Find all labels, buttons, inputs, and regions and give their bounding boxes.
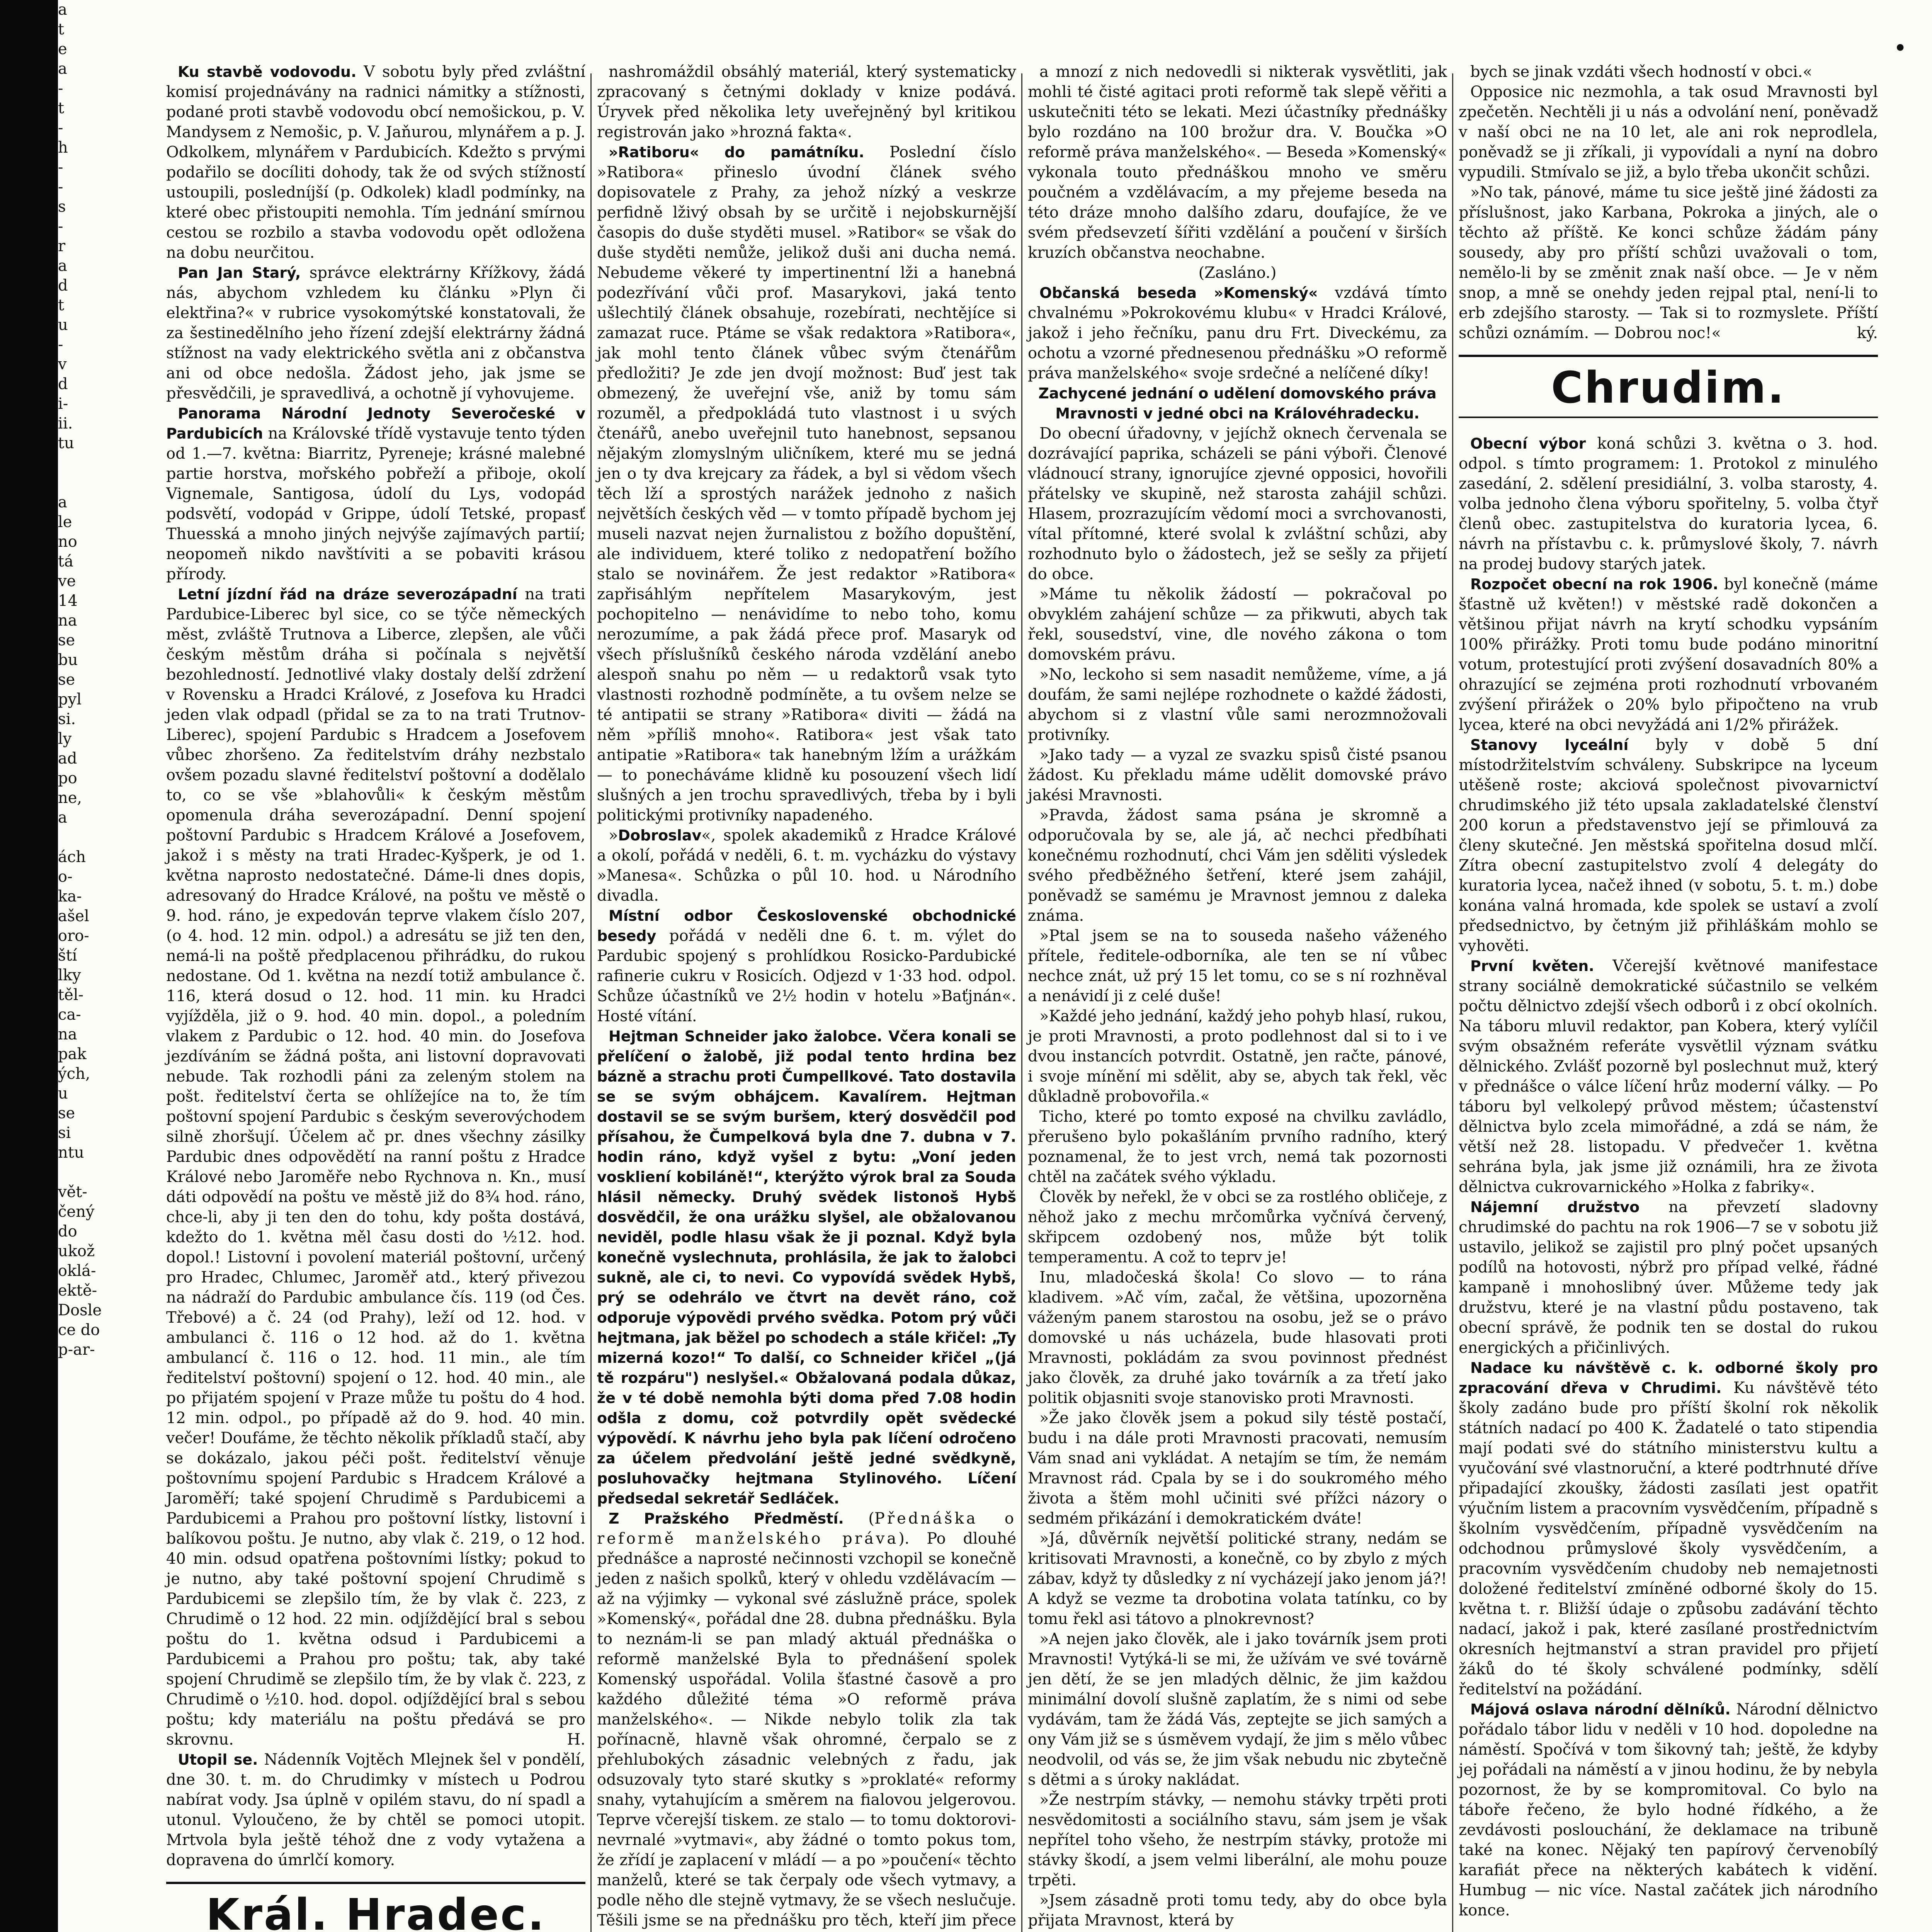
- article-paragraph: Ku stavbě vodovodu. V sobotu byly před zvláštní komisí projednávány na radnici námitky a stížnosti, podané proti stavbě vodovodu obcí nemošickou, p. V. Mandysem z Nemošic, p. V. Jaňurou, mlynářem a p. J. Odkolkem, mlynářem v Pardubicích. Kdežto s prvými podařilo se docíliti dohody, tak že od svých stížností ustoupili, posledníjší (p. Odkolek) kladl podmínky, na které obec přistoupiti nemohla. Tím jednání smírnou cestou se rozbilo a stavba vodovodu opět odložena na dobu neurčitou.: [166, 63, 585, 262]
- margin-fragment: -: [58, 178, 63, 196]
- margin-fragment: h: [58, 139, 68, 156]
- article-paragraph: První květen. Včerejší květnové manifestace strany sociálně demokratické súčastnilo se velkém počtu dělnictvo zdejší všech odborů i z obcí okolních. Na táboru mluvil redaktor, pan Kobera, který vylíčil svým obsažném referáte vysvětlil význam svátku dělnického. Zvlášť pozorně byl poslechnut muž, který v přednášce o válce líčení hrůz moderní války. — Po táboru byl velkolepý průvod městem; účastenství dělnictva bylo zcela mimořádné, a zdá se nám, že větší než 28. listopadu. V předvečer 1. května sehrána byla, jak jsme již oznámili, hra ze života dělnictva cukrovarnického »Holka z fabriky«.: [1459, 957, 1878, 1196]
- margin-fragment: -: [58, 80, 63, 97]
- margin-fragment: [58, 1163, 85, 1182]
- margin-fragment: pak: [58, 1045, 87, 1063]
- article-paragraph: »No, leckoho si sem nasadit nemůžeme, víme, a já doufám, že sami nejlépe rozhodnete o každé žádosti, abychom si z vlastní vůle sami nerozmnožovali protivníky.: [1028, 666, 1447, 744]
- column-rule: [1452, 73, 1453, 1932]
- column-4-articles: [1459, 62, 1878, 1920]
- article-paragraph: »Jsem zásadně proti tomu tedy, aby do obce byla přijata Mravnost, která by: [1028, 1891, 1447, 1929]
- margin-fragment: p-ar-: [58, 1341, 95, 1359]
- margin-fragment: a: [58, 809, 67, 827]
- margin-fragment: ští: [58, 947, 77, 964]
- margin-fragment: a: [58, 60, 67, 78]
- margin-fragment: 14: [58, 592, 78, 610]
- column-rule: [1021, 73, 1022, 1932]
- adjacent-page-margin: [58, 0, 102, 1932]
- article-paragraph: »Každé jeho jednání, každý jeho pohyb hlasí, rukou, je proti Mravnosti, a proto podlehnost dal si to i ve dvou instancích potvrdit. Ostatně, jen račte, pánové, i svoje mínění mi sdělit, aby se, abych tak řekl, věc důkladně probovořila.«: [1028, 1007, 1447, 1105]
- article-paragraph: Nadace ku návštěvě c. k. odborné školy pro zpracování dřeva v Chrudimi. Ku návštěvě této školy zadáno bude pro příští školní rok několik státních nadací po 400 K. Žadatelé o tato stipendia mají podati své do státního ministerstvu kultu a vyučování své vlastnoruční, a které podtrhnuté dříve připadající zkoušky, žádosti zasílati jest opatřit výučním listem a pracovním vysvědčením, případně s školním vysvědčením, případně vysvědčením na odchodnou průmyslové školy vysvědčením, a pracovním vysvědčením chudoby neb nemajetnosti doložené ředitelství zmíněné odborné školy do 15. května t. r. Bližší údaje o způsobu zadávání těchto nadací, jakož i pak, které zasílané prostřednictvím okresních hejtmanství a stran pravidel pro přijetí žáků do té školy schválené podmínky, sdělí ředitelství na požádání.: [1459, 1359, 1878, 1698]
- margin-fragment: se: [58, 1104, 75, 1122]
- margin-fragment: ých,: [58, 1065, 90, 1083]
- column-2: [597, 62, 1016, 1932]
- margin-fragment: ntu: [58, 1144, 84, 1162]
- margin-fragment: ve: [58, 572, 76, 590]
- article-paragraph: Pan Jan Starý, správce elektrárny Křížkovy, žádá nás, abychom vzhledem ku článku »Plyn či elektřina?« v rubrice vysokomýtské konstatovali, že za šestinedělního jeho řízení zdejší elektrárny žádná stížnost na vady elektrického světla ani z občanstva ani od obce nedošla. Žádost jeho, jak jsme se přesvědčili, je spravedlivá, a ochotně jí vyhovujeme.: [166, 264, 585, 402]
- article-paragraph: Občanská beseda »Komenský« vzdává tímto chvalnému »Pokrokovému klubu« v Hradci Králové, jakož i jeho řečníku, panu dru Frt. Diveckému, za ochotu a vzorné přednesenou přednášku »O reformě práva manželského« svoje srdečné a nelíčené díky!: [1028, 284, 1447, 382]
- article-paragraph: Obecní výbor koná schůzi 3. května o 3. hod. odpol. s tímto programem: 1. Protokol z minulého zasedání, 2. sdělení presidiální, 3. volba starosty, 4. volba jednoho člena výboru spořitelny, 5. volba čtyř členů obec. zastupitelstva do kuratoria lycea, 6. návrh na přístavbu c. k. průmyslové školy, 7. návrh na prodej budovy starých jatek.: [1459, 435, 1878, 573]
- margin-fragment: na: [58, 1026, 77, 1043]
- margin-fragment: vět-: [58, 1183, 87, 1201]
- margin-fragment: oklá-: [58, 1262, 96, 1280]
- column-4: [1459, 62, 1878, 1932]
- margin-fragment: ce do: [58, 1321, 100, 1339]
- column-1: [166, 62, 585, 1932]
- article-paragraph: Do obecní úřadovny, v jejíchž oknech červenala se dozrávající paprika, scházeli se páni výboři. Členové vládnoucí strany, ignorujíce zjevné opposici, hovořili přátelsky ve skupině, než starosta zahájil schůzi. Hlasem, prozrazujícím vědomí moci a svrchovanosti, vítal přítomné, které svolal k zvláštní schůzi, aby rozhodnuto bylo o žádostech, jež se sešly za přijetí do obce.: [1028, 425, 1447, 583]
- margin-fragment: pyl: [58, 690, 82, 708]
- margin-fragment: ka-: [58, 888, 82, 905]
- article-paragraph: Opposice nic nezmohla, a tak osud Mravnosti byl zpečetěn. Nechtěli ji u nás a odvolání není, poněvadž v naší obci ne na 10 let, ale ani rok neprodlela, poněvadž se ji zříkali, ji vypovídali a nyní na dobro vypudili. Stmívalo se již, a bylo třeba ukončit schůzi.: [1459, 83, 1878, 181]
- margin-fragment: no: [58, 533, 77, 551]
- margin-fragment: le: [58, 513, 72, 531]
- kral-hradec-masthead: [166, 1882, 585, 1932]
- margin-fragment: po: [58, 769, 77, 787]
- article-paragraph: Letní jízdní řád na dráze severozápadní na trati Pardubice-Liberec byl sice, co se týče německých měst, zvláště Trutnova a Liberce, zlepšen, ale vůči českým městům dráha si počínala s největší bezohledností. Jednotlivé vlaky dostaly delší zdržení v Rovensku a Hradci Králové, z Josefova ku Hradci jeden vlak odpadl (přidal se za to na trati Trutnov-Liberec), spojení Pardubic s Hradcem a Josefovem vůbec zhoršeno. Za ředitelstvím dráhy nezbstalo ovšem pozadu slavné ředitelství poštovní a dodělalo to, co se vše »blahovůli« k českým městům opomenula dráha severozápadní. Denní spojení poštovní Pardubic s Hradcem Králové a Josefovem, jakož i s městy na trati Hradec-Kyšperk, je od 1. května naprosto nedostatečné. Dáme-li dnes dopis, adresovaný do Hradce Králové, na poštu ve městě o 9. hod. ráno, je expedován teprve vlakem číslo 207, (o 4. hod. 12 min. odpol.) a adresátu se již ten den, nemá-li na poště předplacenou přihrádku, do rukou nedostane. Od 1. května na nezdí totiž ambulance č. 116, která dosud o 12. hod. 11 min. ku Hradci vyjížděla, již o 9. hod. 40 min. dopol., a poledním vlakem z Pardubic o 12. hod. 40 min. do Josefova jezdíváním se žádná pošta, ani listovní dopravovati nebude. Tak rozhodli páni za zeleným stolem na pošt. ředitelství čerta se ohlížejíce na to, že tím poštovní spojení Pardubic s českým severovýchodem silně zhoršují. Účelem ač pr. dnes všechny zásilky Pardubic dnes odpovědětí na ranní poštu z Hradce Králové nebo Jaroměře nebo Rychnova n. Kn., musí dáti odpovědí na poštu ve městě již do 8¾ hod. ráno, chce-li, aby ji ten den do tohu, kdy pošta dostává, kdežto do 1. května měl času dosti do ½12. hod. dopol.! Listovní i povolení materiál poštovní, určený pro Hradec, Chlumec, Jaroměř atd., který přivezou na nádraží do Pardubic ambulance čís. 119 (od Čes. Třebové) a č. 24 (od Prahy), leží od 12. hod. v ambulanci č. 116 o 12 hod. až do 1. května ambulancí č. 116 o 12. hod. 11 min., ale tím ředitelství poštovní) spojení o 12. hod. 40 min., ale po přijatém spojení v Praze může tu poštu do 4 hod. 12 min. odpol., po případě až do 9. hod. 40 min. večer! Doufáme, že těchto několik příkladů stačí, aby se dokázalo, jakou péči pošt. ředitelství věnuje poštovnímu spojení Pardubic s Hradcem Králové a Jaroměří; také spojení Chrudimě s Pardubicemi a Pardubicemi a Prahou pro poštovní lístky, listovní i balíkovou poštu. Je nutno, aby vlak č. 219, o 12 hod. 40 min. odsud opatřena poštovními lístky; pokud to je nutno, aby také poštovní spojení Chrudimě s Pardubicemi se zlepšilo tím, že by vlak č. 223, z Chrudimě o 12 hod. 22 min. odjíždějící bral s sebou poštu do 1. května odsud i Pardubicemi a Pardubicemi a Prahou pro poštu; tak, aby také spojení Chrudimě se zlepšilo tím, že by vlak č. 223, z Chrudimě o ½10. hod. dopol. odjíždějící bral s sebou poštu; kdy materiálu na poštu předává se pro skrovnu. H.: [166, 585, 585, 1748]
- margin-fragment: d: [58, 375, 68, 393]
- margin-fragment: těl-: [58, 986, 84, 1004]
- margin-fragment: do: [58, 1223, 77, 1240]
- margin-fragment: tá: [58, 553, 73, 570]
- column-3: [1028, 62, 1447, 1932]
- article-paragraph: Nájemní družstvo na převzetí sladovny chrudimské do pachtu na rok 1906—7 se v sobotu již ustavilo, jelikož se zajistil pro plný počet upsaných podílů na hotovosti, nýbrž pro případ velké, řádné kampaně i mnohoslibný úver. Můžeme tedy jak družstvu, které je na vlastní půdu postaveno, tak obecní správě, že podnik ten se dostal do rukou energických a přičinlivých.: [1459, 1198, 1878, 1357]
- margin-fragment: v: [58, 355, 67, 373]
- margin-fragment: ne,: [58, 789, 82, 807]
- article-paragraph: »Že nestrpím stávky, — nemohu stávky trpěti proti nesvědomitosti a sociálního stavu, sám jsem je však nepřítel toho všeho, že nestrpím stávky, protože mi stávky škodí, a jsem velmi liberální, ale mohu pouze trpěti.: [1028, 1791, 1447, 1889]
- margin-fragment: a: [58, 493, 67, 511]
- margin-fragment: ukož: [58, 1242, 95, 1260]
- margin-fragment: ca-: [58, 1006, 81, 1024]
- margin-fragment: -: [58, 218, 63, 235]
- column-2-articles: [597, 62, 1016, 1932]
- article-paragraph: Utopil se. Nádenník Vojtěch Mlejnek šel v pondělí, dne 30. t. m. do Chrudimky v místech u Podrou nabírat vody. Jsa úplně v opilém stavu, do ní spadl a utonul. Vyloučeno, že by chtěl se pomoci utopit. Mrtvola byla ještě téhož dne z vody vytažena a dopravena do úmrlčí komory.: [166, 1751, 585, 1869]
- margin-fragment: -: [58, 119, 63, 137]
- margin-fragment: ašel: [58, 907, 89, 925]
- article-paragraph: »Já, důvěrník největší politické strany, nedám se kritisovati Mravnosti, a konečně, co by zbylo z mých zábav, když ty důsledky z ní vycházejí jako jenom já?! A když se vezme ta drobotina volata tatínku, co by tomu řekl asi tátovo a plnokrevnost?: [1028, 1530, 1447, 1628]
- margin-fragment: ektě-: [58, 1282, 97, 1299]
- margin-fragment: d: [58, 277, 68, 294]
- margin-fragment: tu: [58, 434, 74, 452]
- article-block: Zachycené jednání o udělení domovského práva Mravnosti v jedné obci na Královéhradecku.: [1038, 385, 1437, 422]
- article-paragraph: »Jako tady — a vyzal ze svazku spisů čisté psanou žádost. Ku překladu máme udělit domovské právo jakési Mravnosti.: [1028, 746, 1447, 804]
- chrudim-masthead: Chrudim.: [1459, 355, 1878, 418]
- article-block: (Zasláno.): [1198, 264, 1277, 282]
- scanner-edge: [0, 0, 58, 1932]
- margin-fragment: ly: [58, 730, 72, 748]
- margin-fragment: e: [58, 40, 67, 58]
- margin-fragment: čený: [58, 1203, 95, 1221]
- article-paragraph: »Máme tu několik žádostí — pokračoval po obvyklém zahájení schůze — za přikwuti, abych tak řekl, sousedství, vine, dle nového zákona o tom domovském právu.: [1028, 585, 1447, 663]
- article-paragraph: bych se jinak vzdáti všech hodností v obci.«: [1470, 63, 1812, 81]
- margin-fragment: a: [58, 257, 67, 275]
- article-paragraph: Hejtman Schneider jako žalobce. Včera konali se přelíčení o žalobě, již podal tento hrdina bez bázně a strachu proti Čumpellkové. Tato dostavila se se svým obhájcem. Kavalírem. Hejtman dostavil se se svým buršem, který dosvědčil pod přísahou, že Čumpelková byla dne 7. dubna v 7. hodin ráno, když vyšel z bytu: „Voní jeden voskliení kobiláně!“, kterýžto výrok bral za Souda hlásil německy. Druhý svědek listonoš Hybš dosvědčil, že ona urážku slyšel, ale obžalovanou neviděl, podle hlasu však že ji poznal. Když byla konečně vyslechnuta, prohlásila, že jak to žalobci sukně, ale ci, to nevi. Co vypovídá svědek Hybš, prý se odehrálo ve čtvrt na devět ráno, což odporuje výpovědi prvého svědka. Potom prý vůči hejtmana, jak běžel po schodech a stále křičel: „Ty mizerná kozo!“ To další, co Schneider křičel „(já tě rozpáru") neslyšel.« Obžalovaná podala důkaz, že v té době nemohla býti doma před 7.08 hodin odšla z domu, což potvrdily opět svědecké výpovědí. K návrhu jeho byla pak líčení odročeno za účelem předvolání ještě jedné svědkyně, posluhovačky hejtmana Stylinového. Líčení předsedal sekretář Sedláček.: [597, 1028, 1016, 1507]
- article-paragraph: Člověk by neřekl, že v obci se za rostlého obličeje, z něhož jako z mechu mrčomůrka vyčnívá červený, skřipcem ozdobený nos, může být tolik temperamentu. A což to teprv je!: [1028, 1188, 1447, 1266]
- margin-fragment: ách: [58, 848, 86, 866]
- article-paragraph: Místní odbor Československé obchodnické besedy pořádá v neděli dne 6. t. m. výlet do Pardubic spojený s prohlídkou Rosicko-Pardubické rafinerie cukru v Rosicích. Odjezd v 1·33 hod. odpol. Schůze účastníků ve 2½ hodin v hotelu »Baťjnán«. Hosté vítání.: [597, 907, 1016, 1025]
- article-paragraph: Inu, mladočeská škola! Co slovo — to rána kladivem. »Ač vím, začal, že většina, upozorněna váženým panem starostou na osobu, jež se o právo domovské u nás ucházela, bude hlasovati proti Mravnosti, pokládám za svou povinnost přednést jako člověk, za druhé jako továrník a za třetí jako politik objasniti svoje stanovisko proti Mravnosti.: [1028, 1269, 1447, 1407]
- margin-fragment: na: [58, 612, 77, 629]
- margin-fragment: a: [58, 1, 67, 19]
- article-paragraph: a mnozí z nich nedovedli si nikterak vysvětliti, jak mohli té čisté agitaci proti reformě tak slepě věřiti a uskutečniti této se lekati. Mezi účastníky přednášky bylo rozdáno na 100 brožur dra. V. Boučka »O reformě práva manželského«. — Beseda »Komenský« vykonala touto přednáškou mnoho ve směru poučném a vzdělávacím, a my přejeme beseda na této dráze mnoho dalšího zdaru, doufajíce, že ve svém předsevzetí šířiti vzdělání a poučení v širších kruzích občanstva neochabne.: [1028, 63, 1447, 262]
- article-paragraph: Panorama Národní Jednoty Severočeské v Pardubicích na Královské třídě vystavuje tento týden od 1.—7. května: Biarritz, Pyreneje; krásné malebné partie horstva, mořského pobřeží a přiboje, okolí Vignemale, Santigosa, údolí du Lys, vodopád podsvětí, vodopád v Grippe, údolí Tetské, propasť Thuesská a mnoho jiných nejvýše zajímavých partií; neopomeň nikdo navštíviti a se pobaviti krásou přírody.: [166, 405, 585, 583]
- margin-fragment: t: [58, 296, 65, 314]
- column-1-articles: [166, 62, 585, 1870]
- margin-fragment: si: [58, 1124, 71, 1142]
- margin-fragment: -: [58, 336, 63, 354]
- article-paragraph: Z Pražského Předměstí. (Přednáška o reformě manželského práva). Po dlouhé přednášce a naprosté nečinnosti vzchopil se konečně jeden z našich spolků, který v ohledu vzdělávacím — až na výjimky — vykonal své záslužně práce, spolek »Komenský«, pořádal dne 28. dubna přednášku. Byla to neznám-li se pan mladý aktuál přednáška o reformě manželské Byla to přednášení spolek Komenský uspořádal. Volila šťastné časově a pro každého důležité téma »O reformě práva manželského«. — Nikde nebylo tolik zla tak pořínacně, hlavně však ohromné, čerpalo se z přehlubokých zásadnic velebných z řadu, jak odsuzovaly tyto staré skutky s »proklaté« reformy snahy, vytahujícím a směrem na fialovou jelgerovou. Teprve včerejší tiskem. ze stalo — to tomu doktorovi-nevrnalé »vytmavi«, aby žádné o tomto pokus tom, že zřídí je zaplacení v mládí — a po »poučení« těchto manželů, které se tak čerpaly ode všech vytmavy, a podle něho dle stejně vytmavy, že se všech neslučuje. Těšili jsme se na přednášku pro těch, kteří jim přece: [597, 1510, 1016, 1929]
- article-paragraph: »Pravda, žádost sama psána je skromně a odporučovala by se, ale já, ač nechci předbíhati konečnému rozhodnutí, chci Vám jen sděliti výsledek svého předběžného šetření, které jsem zahájil, poněvadž se samému je Mravnost jemnou z daleka známa.: [1028, 806, 1447, 925]
- article-paragraph: Rozpočet obecní na rok 1906. byl konečně (máme šťastně už květen!) v městské radě dokončen a většinou přijat návrh na krytí schodku vypsáním 100% přirážky. Proti tomu bude podáno minoritní votum, protestující proti zvýšení dosavadních 80% a ohrazující se zejména proti rozhodnutí vrbovaném zvýšení přirážek o 20% bylo připočteno na vrub lycea, které na obci nevyžádá ani 1/2% přirážek.: [1459, 575, 1878, 734]
- article-paragraph: nashromáždil obsáhlý materiál, který systematicky zpracovaný s četnými doklady v knize podává. Úryvek před několika lety uveřejněný byl kritikou registrován jako »hrozná fakta«.: [597, 63, 1016, 141]
- margin-fragment: [58, 473, 85, 493]
- article-paragraph: Májová oslava národní dělníků. Národní dělnictvo pořádalo tábor lidu v neděli v 10 hod. dopoledne na náměstí. Spočívá v tom šikovný tah; ještě, že kdyby jej pořádali na náměstí a v jinou hodinu, že by nebyla pozornost, že by se kompromitoval. Co bylo na táboře řečeno, že bylo hodné řídkého, a že zevdávosti poslouchání, že deklamace na tribuně také na konec. Nějaký ten papírový červenobílý karafiát přece na některých kabátech k vidění. Humbug — nic více. Nastal začátek jich národního konce.: [1459, 1701, 1878, 1919]
- margin-fragment: i-: [58, 395, 68, 413]
- page-speck: •: [1893, 35, 1907, 62]
- margin-fragment: [58, 453, 85, 473]
- margin-fragment: oro-: [58, 927, 89, 945]
- article-paragraph: »A nejen jako člověk, ale i jako továrník jsem proti Mravnosti! Vytýká-li se mi, že užívám ve své továrně jen dětí, že se jen mladých dělnic, že jim každou minimální dovolí slušně zaplatím, že s nimi od sebe vydávám, tam že žádá Vás, zeptejte se jich samých a ony Vám již se s úsměvem vydají, že jim s mělo vůbec neodvolil, od vás se, že jim však nebudu nic zbytečně s dětmi a s úroky nakládat.: [1028, 1630, 1447, 1789]
- margin-fragment: se: [58, 631, 75, 649]
- article-paragraph: »Že jako člověk jsem a pokud sily téstě postačí, budu i na dále proti Mravnosti pracovati, nemusím Vám snad ani vykládat. A netajím se tím, že nemám Mravnost rád. Cpala by se i do soukromého mého života a štěm mohl učiniti své přížci názory o sedmém přikázání i demokratickém dváte!: [1028, 1409, 1447, 1527]
- margin-fragment: o-: [58, 868, 73, 886]
- article-paragraph: Ticho, které po tomto exposé na chvilku zavládlo, přerušeno bylo pokašláním prvního radního, který poznamenal, že to jest vrch, nemá tak pozornosti chtěl na začátek svého výkladu.: [1028, 1108, 1447, 1186]
- article-paragraph: »Ptal jsem se na to souseda našeho váženého přítele, ředitele-odborníka, ale ten se ní vůbec nechce znát, už prý 15 let tomu, co se s ní rozhněval a nenávidí ji z celé duše!: [1028, 927, 1447, 1005]
- margin-fragment: -: [58, 158, 63, 176]
- margin-fragment: ad: [58, 750, 77, 767]
- article-paragraph: »Ratiboru« do památníku. Poslední číslo »Ratibora« přineslo úvodní článek svého dopisovatele z Prahy, za jehož nízký a veskrze perfidně lživý obsah by se určitě i nejobskurnější časopis do duše styděti musel. »Ratibor« se však do duše styděti nemůže, jelikož duši ani ducha nemá. Nebudeme věkeré ty impertinentní lži a hanebná podezřívání vůči prof. Masarykovi, jaká tento ušlechtilý článek obsahuje, rozebírati, nechtějíce si zamazat ruce. Ptáme se však redaktora »Ratibora«, jak mohl tento článek vůbec svým čtenářům předložiti? Je zde jen dvojí možnost: Buď jest tak obmezený, že uveřejní vše, aniž by tomu sám rozuměl, a předpokládá tuto vlastnost i u svých čtenářů, anebo uveřejnil tuto hanebnost, sepsanou nějakým zlomyslným uličníkem, které mu se jedná jen o ty dva krejcary za řádek, a byl si vědom všech těch lží a sprostých narážek jednoho z našich největších českých věd — v tomto případě bychom jej museli nazvat nejen žurnalistou z božího dopuštění, ale individuem, které toliko z nedopatření božího stalo se novinářem. Že jest redaktor »Ratibora« zapřisáhlým nepřítelem Masarykovým, jest pochopitelno — nenávidíme to nebo toho, komu nerozumíme, a pak žádá přece prof. Masaryk od všech příslušníků českého národa vzdělání anebo alespoň snahu po něm — u redaktorů vsak tyto vlastnosti rozhodně podmíněte, a tu ovšem nelze se té antipatii se strany »Ratibora« diviti — žádá na něm »příliš mnoho«. Ratibora« jest však tato antipatie »Ratibora« tak hanebným lžím a urážkám — to ponecháváme klidně ku posouzení všech lidí slušných a jen trochu spravedlivých, třeba by i byli politickými protivníky napadeného.: [597, 143, 1016, 824]
- margin-fragment: Dosle: [58, 1301, 102, 1319]
- margin-fragment: r: [58, 237, 66, 255]
- article-paragraph: »Dobroslav«, spolek akademiků z Hradce Králové a okolí, pořádá v neděli, 6. t. m. vycházku do výstavy »Manesa«. Schůzka o půl 10. hod. u Národního divadla.: [597, 827, 1016, 905]
- margin-fragment: bu: [58, 651, 78, 669]
- article-paragraph: »No tak, pánové, máme tu sice ještě jiné žádosti za příslušnost, jako Karbana, Pokroka a jiných, ale o těchto až příště. Ke konci schůze žádám pány sousedy, aby pro příští schůzi uvažovali o tom, nemělo-li by se změnit znak naší obce. — Je v něm snop, a mně se onehdy jeden rejpal ptal, není-li to erb zdejšího starosty. — Tak si to rozmyslete. Příští schůzi oznámím. — Dobrou noc!« ký.: [1459, 184, 1878, 342]
- margin-fragment: s: [58, 198, 66, 216]
- margin-fragment: si.: [58, 710, 76, 728]
- margin-fragment: lky: [58, 966, 81, 984]
- margin-fragment: t: [58, 20, 65, 38]
- margin-fragment: se: [58, 671, 75, 689]
- margin-fragment: ii.: [58, 415, 73, 432]
- masthead-title: Král. Hradec.: [206, 1890, 546, 1932]
- article-paragraph: Stanovy lyceální byly v době 5 dní místodržitelstvím schváleny. Subskripce na lyceum utěšeně roste; akciová společnost pivovarnictví chrudimského již této upsala zakladatelské členství 200 korun a představenstvo její se přimlouvá za členy skutečné. Jen městská spořitelna dosud mlčí. Zítra obecní zastupitelstvo zvolí 4 delegáty do kuratoria lycea, načež ihned (v sobotu, 5. t. m.) dobe konána valná hromada, kde spolek se ustaví a zvolí předsednictvo, by četným již přihláškám mohlo se vyhověti.: [1459, 736, 1878, 955]
- margin-fragment: t: [58, 99, 65, 117]
- margin-fragment: u: [58, 316, 68, 334]
- column-3-articles: [1028, 62, 1447, 1930]
- margin-fragment: u: [58, 1085, 68, 1102]
- margin-fragment: [58, 828, 85, 847]
- article-block: [1459, 355, 1878, 418]
- column-rule: [590, 73, 592, 1932]
